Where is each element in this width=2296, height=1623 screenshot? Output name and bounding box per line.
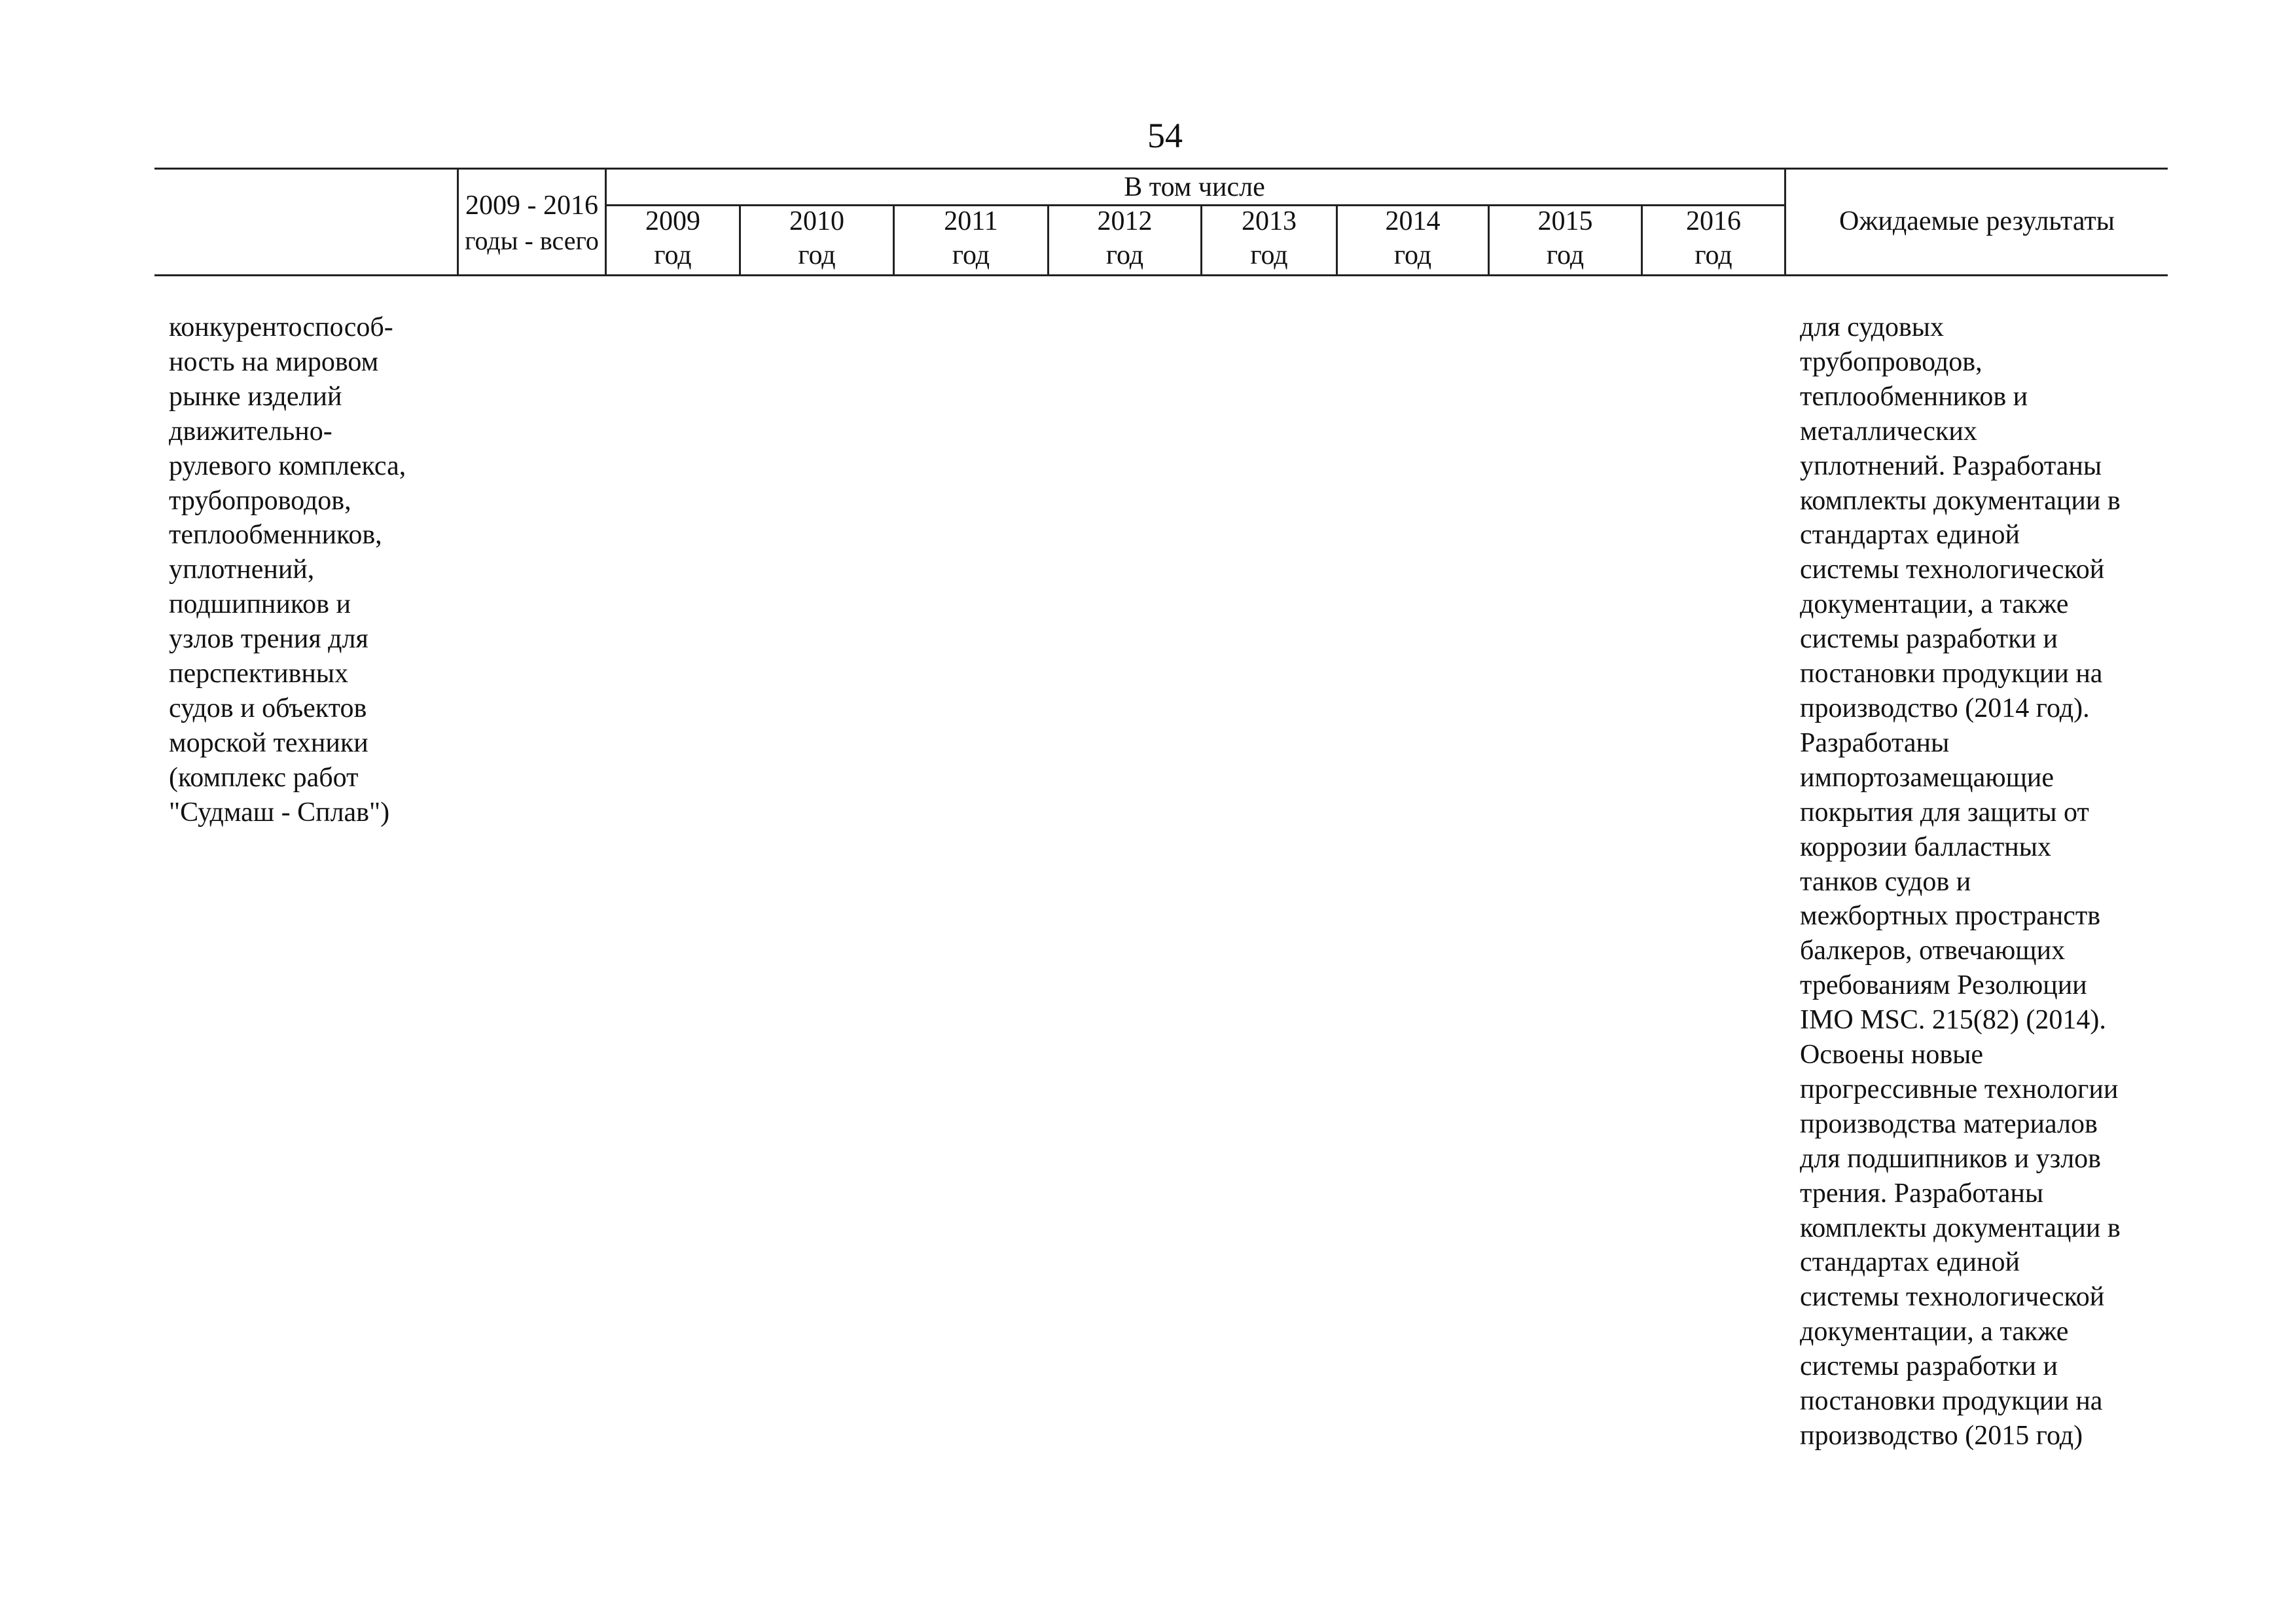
year-cell-2016 [1643,204,1784,275]
text-line: системы технологической [1800,555,2105,585]
results-col-header: Ожидаемые результаты [1839,206,2115,236]
year-unit: год [1105,240,1144,270]
year-unit: год [1695,240,1732,270]
text-line: коррозии балластных [1800,831,2051,862]
text-line: межбортных пространств [1800,901,2101,932]
text-line: стандартах единой [1800,520,2020,551]
text-line: морской техники [169,727,368,758]
year-cell-2015 [1490,204,1641,275]
year-unit: год [952,240,990,270]
total-col-header-line2: годы - всего [465,226,599,255]
text-line: производства материалов [1800,1108,2098,1139]
text-line: импортозамещающие [1800,762,2054,793]
text-line: Освоены новые [1800,1040,1984,1070]
year-label: 2011 [944,206,998,236]
expected-results-text [1800,310,2206,1453]
text-line: рулевого комплекса, [169,450,406,481]
year-unit: год [1393,240,1432,270]
text-line: постановки продукции на [1800,659,2103,689]
year-cell-2013 [1202,204,1336,275]
text-line: трубопроводов, [1800,346,1982,377]
text-line: (комплекс работ [169,762,359,793]
text-line: подшипников и [169,589,351,620]
text-line: системы технологической [1800,1282,2105,1313]
year-unit: год [798,240,836,270]
year-unit: год [1546,240,1585,270]
text-line: рынке изделий [169,381,342,412]
year-label: 2014 [1385,206,1441,236]
year-cell-2010 [741,204,893,275]
text-line: уплотнений. Разработаны [1800,450,2102,481]
table-header [154,168,2168,276]
text-line: уплотнений, [169,555,315,585]
text-line: трубопроводов, [169,485,351,516]
text-line: производство (2015 год) [1800,1421,2083,1451]
text-line: системы разработки и [1800,624,2058,655]
year-unit: год [1250,240,1288,270]
text-line: конкурентоспособ- [169,312,393,342]
text-line: документации, а также [1800,1317,2069,1347]
year-cell-2014 [1338,204,1488,275]
text-line: движительно- [169,416,332,447]
text-line: требованиям Резолюции [1800,970,2087,1001]
measure-description [169,310,457,830]
text-line: комплекты документации в [1800,485,2121,516]
text-line: комплекты документации в [1800,1213,2121,1243]
text-line: стандартах единой [1800,1247,2020,1278]
text-line: системы разработки и [1800,1351,2058,1382]
year-cell-2009 [607,204,739,275]
text-line: узлов трения для [169,624,368,655]
text-line: документации, а также [1800,589,2069,620]
including-header: В том числе [1124,172,1265,202]
text-line: для подшипников и узлов [1800,1143,2101,1174]
text-line: балкеров, отвечающих [1800,936,2066,966]
year-unit: год [654,240,692,270]
text-line: теплообменников, [169,520,382,551]
text-line: танков судов и [1800,866,1971,897]
text-line: производство (2014 год). [1800,693,2090,723]
text-line: IMO MSC. 215(82) (2014). [1800,1005,2106,1036]
page-number: 54 [1147,116,1183,155]
text-line: металлических [1800,416,1977,447]
text-line: перспективных [169,659,349,689]
year-label: 2016 [1686,206,1741,236]
year-label: 2010 [789,206,844,236]
year-cell-2012 [1049,204,1200,275]
text-line: судов и объектов [169,693,367,723]
total-col-header-line1: 2009 - 2016 [465,191,598,221]
text-line: "Судмаш - Сплав") [169,797,390,828]
text-line: прогрессивные технологии [1800,1074,2119,1104]
year-label: 2012 [1097,206,1153,236]
text-line: теплообменников и [1800,381,2028,412]
text-line: трения. Разработаны [1800,1178,2044,1209]
text-line: ность на мировом [169,346,379,377]
text-line: покрытия для защиты от [1800,797,2089,828]
text-line: для судовых [1800,312,1945,342]
year-label: 2015 [1537,206,1593,236]
text-line: Разработаны [1800,727,1950,758]
text-line: постановки продукции на [1800,1386,2103,1417]
year-label: 2013 [1242,206,1297,236]
year-cell-2011 [895,204,1047,275]
year-label: 2009 [645,206,700,236]
